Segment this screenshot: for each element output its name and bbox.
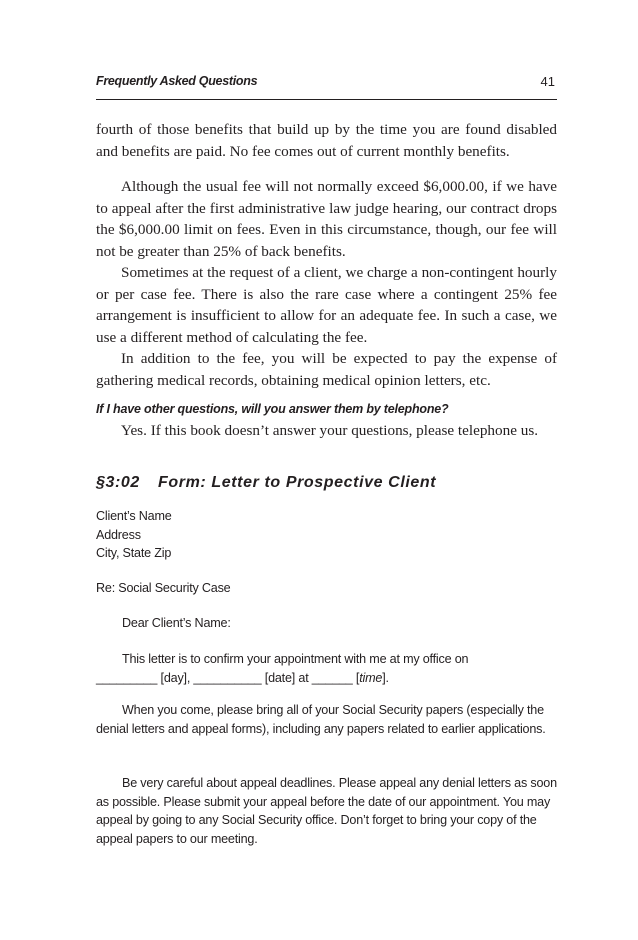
confirm-line-2-time: time: [359, 670, 383, 685]
paragraph-non-contingent: Sometimes at the request of a client, we charge a non-contingent hourly or per case fee. There is also the rare case where a contingent 25% fee arrangement is insufficient to allow for an adequate fee. In such a case, we use a different method of calculating the fee.: [96, 264, 557, 346]
header-rule: [96, 99, 557, 100]
running-head-title: Frequently Asked Questions: [96, 74, 258, 88]
letter-re-line: Re: Social Security Case: [96, 581, 231, 595]
confirm-line-2-pre: _________ [day], __________ [date] at ______ [: [96, 670, 360, 685]
letter-deadlines-paragraph: Be very careful about appeal deadlines. Please appeal any denial letters as soon as possible. Please submit your appeal before the date of our appointment. You may appeal by going to any Social Security office. Don’t forget to bring your copy of the appeal papers to our meeting.: [96, 776, 557, 846]
confirm-line-2-post: ].: [382, 670, 389, 685]
paragraph-fee-continuation: fourth of those benefits that build up by the time you are found disabled and benefits are paid. No fee comes out of current monthly benefits.: [96, 121, 557, 160]
letter-salutation: Dear Client’s Name:: [122, 616, 231, 630]
address-line-address: Address: [96, 527, 141, 542]
confirm-line-2: [96, 669, 557, 688]
paragraph-expenses: In addition to the fee, you will be expected to pay the expense of gathering medical records, obtaining medical opinion letters, etc.: [96, 350, 557, 389]
running-head: [96, 74, 557, 96]
letter-confirm-paragraph: [96, 650, 557, 687]
section-title: Form: Letter to Prospective Client: [158, 474, 437, 491]
section-number: §3:02: [96, 474, 140, 491]
paragraph-fee-limit: Although the usual fee will not normally exceed $6,000.00, if we have to appeal after the first administrative law judge hearing, our contract drops the $6,000.00 limit on fees. Even in this circumstance, though, our fee will not be greater than 25% of back benefits.: [96, 178, 557, 260]
confirm-line-1: This letter is to confirm your appointment with me at my office on: [122, 652, 469, 666]
question-heading: If I have other questions, will you answer them by telephone?: [96, 402, 449, 416]
letter-bring-papers-paragraph: When you come, please bring all of your Social Security papers (especially the denial letters and appeal forms), including any papers related to earlier applications.: [96, 703, 546, 736]
address-line-name: Client’s Name: [96, 509, 172, 523]
question-answer: Yes. If this book doesn’t answer your questions, please telephone us.: [121, 422, 539, 439]
address-line-city: City, State Zip: [96, 546, 172, 560]
section-heading: [96, 474, 557, 492]
page-number: 41: [540, 74, 555, 89]
letter-address-block: [96, 507, 557, 563]
